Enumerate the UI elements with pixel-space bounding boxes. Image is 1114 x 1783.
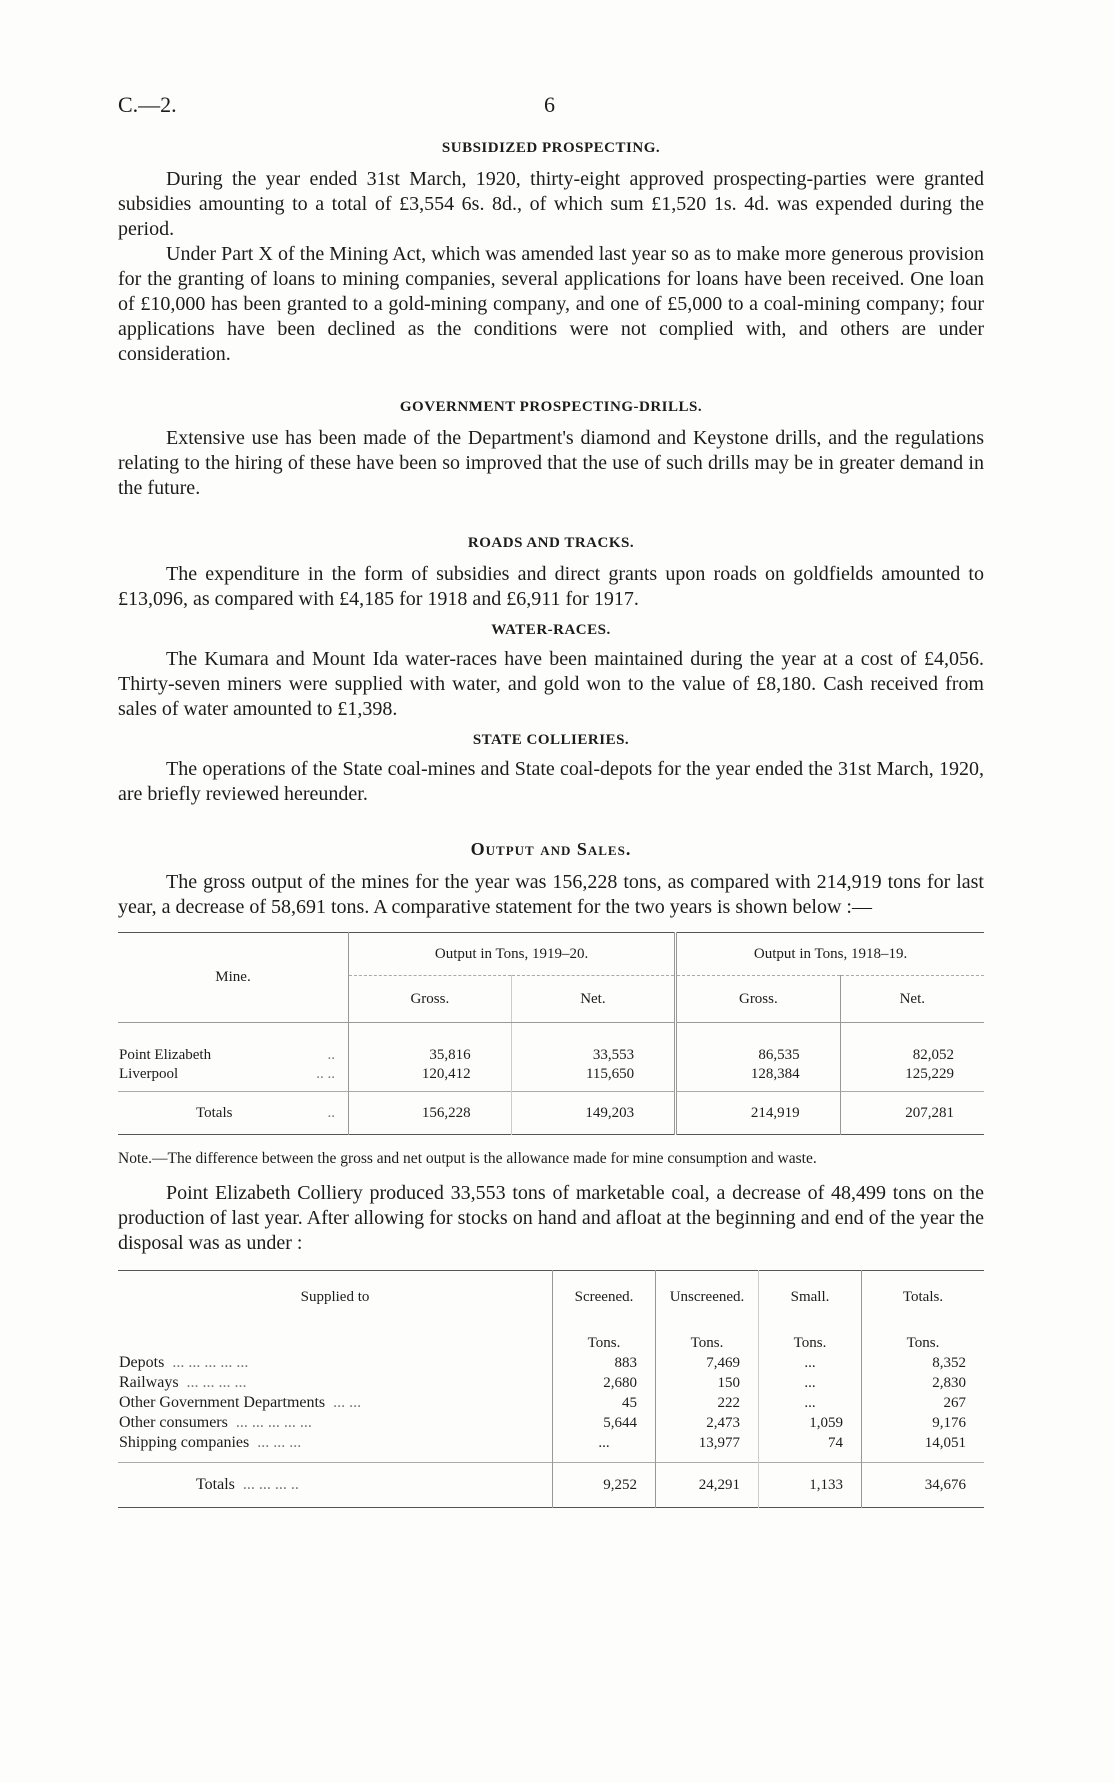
screened-value: 883	[553, 1353, 656, 1373]
section-title-output-sales: Output and Sales.	[470, 839, 632, 859]
supplied-to-header: Supplied to	[118, 1271, 553, 1324]
output-1918-19-header: Output in Tons, 1918–19.	[676, 933, 984, 976]
supplied-to-label: Railways	[119, 1374, 179, 1391]
totals-header: Totals.	[902, 1288, 944, 1305]
small-total: 1,133	[759, 1463, 862, 1508]
section-title-water-races: WATER-RACES.	[491, 622, 611, 638]
screened-value: ...	[553, 1433, 656, 1463]
leader-dots: ... ... ... ..	[242, 1476, 299, 1493]
supplied-to-label: Depots	[119, 1354, 165, 1371]
screened-value: 45	[553, 1393, 656, 1413]
units-label: Tons.	[656, 1323, 759, 1353]
table-row	[118, 1373, 984, 1393]
table-row	[118, 1065, 984, 1092]
disposal-table	[118, 1270, 984, 1508]
grand-total: 34,676	[862, 1463, 985, 1508]
leader-dots: ..	[327, 1104, 335, 1121]
units-label: Tons.	[906, 1335, 940, 1351]
gross-value: 120,412	[349, 1065, 512, 1092]
gross-value: 86,535	[676, 1023, 840, 1066]
row-total: 9,176	[932, 1414, 966, 1431]
net-total: 149,203	[511, 1092, 675, 1135]
unscreened-value: 13,977	[656, 1433, 759, 1463]
small-value: 1,059	[759, 1413, 862, 1433]
screened-header: Screened.	[553, 1271, 656, 1324]
leader-dots: ... ... ... ... ...	[172, 1354, 249, 1371]
leader-dots: ... ...	[333, 1394, 362, 1411]
output-note: Note.—The difference between the gross and net output is the allowance made for mine consumption and waste.	[118, 1150, 817, 1167]
gross-value: 128,384	[676, 1065, 840, 1092]
net-value: 33,553	[511, 1023, 675, 1066]
document-reference: C.—2.	[118, 92, 177, 117]
net-1919-20-header: Net.	[511, 976, 675, 1023]
net-value: 125,229	[905, 1066, 954, 1082]
leader-dots: ... ... ... ...	[186, 1374, 247, 1391]
row-total: 267	[943, 1394, 966, 1411]
unscreened-value: 7,469	[656, 1353, 759, 1373]
gross-1919-20-header: Gross.	[349, 976, 512, 1023]
small-value: ...	[759, 1373, 862, 1393]
water-races-paragraph: The Kumara and Mount Ida water-races have been maintained during the year at a cost of £4,056. Thirty-seven miners were supplied with water, and gold won to the value of £8,180. Cash received from sales of water amounted to £1,398.	[118, 648, 984, 720]
row-total: 14,051	[924, 1434, 966, 1451]
leader-dots: .. ..	[316, 1066, 335, 1082]
totals-row	[118, 1092, 984, 1135]
leader-dots: ... ... ... ... ...	[235, 1414, 312, 1431]
roads-paragraph: The expenditure in the form of subsidies and direct grants upon roads on goldfields amounted to £13,096, as compared with £4,185 for 1918 and £6,911 for 1917.	[118, 563, 984, 610]
supplied-to-label: Other Government Departments	[119, 1394, 326, 1411]
leader-dots: ..	[327, 1047, 335, 1063]
unscreened-value: 150	[656, 1373, 759, 1393]
small-value: ...	[759, 1353, 862, 1373]
mine-name: Liverpool	[119, 1066, 179, 1082]
row-total: 8,352	[932, 1354, 966, 1371]
net-value: 115,650	[511, 1065, 675, 1092]
output-1919-20-header: Output in Tons, 1919–20.	[349, 933, 676, 976]
screened-value: 5,644	[553, 1413, 656, 1433]
screened-total: 9,252	[553, 1463, 656, 1508]
screened-value: 2,680	[553, 1373, 656, 1393]
subsidized-paragraph-2: Under Part X of the Mining Act, which was amended last year so as to make more generous provision for the granting of loans to mining companies, several applications for loans have been received. One loan of £10,000 has been granted to a gold-mining company, and one of £5,000 to a coal-mining company; four applications have been declined as the conditions were not complied with, and others are under consideration.	[118, 243, 984, 365]
unscreened-header: Unscreened.	[656, 1271, 759, 1324]
section-title-subsidized: SUBSIDIZED PROSPECTING.	[441, 140, 661, 156]
small-value: 74	[759, 1433, 862, 1463]
net-1918-19-header: Net.	[840, 976, 984, 1023]
units-label: Tons.	[553, 1323, 656, 1353]
table-row	[118, 1413, 984, 1433]
table-row	[118, 1023, 984, 1066]
mine-column-header: Mine.	[118, 933, 349, 1023]
mine-name: Point Elizabeth	[119, 1047, 212, 1063]
collieries-paragraph: The operations of the State coal-mines and State coal-depots for the year ended the 31st March, 1920, are briefly reviewed hereunder.	[118, 758, 984, 805]
small-header: Small.	[759, 1271, 862, 1324]
units-label: Tons.	[759, 1323, 862, 1353]
section-title-state-collieries: STATE COLLIERIES.	[472, 732, 630, 748]
point-elizabeth-paragraph: Point Elizabeth Colliery produced 33,553 tons of marketable coal, a decrease of 48,499 tons on the production of last year. After allowing for stocks on hand and afloat at the beginning and end of the year the disposal was as under :	[118, 1182, 984, 1254]
output-comparison-table	[118, 932, 984, 1135]
table-row	[118, 1433, 984, 1463]
page-body	[118, 140, 984, 1508]
supplied-to-label: Other consumers	[119, 1414, 228, 1431]
table-row	[118, 1393, 984, 1413]
gross-1918-19-header: Gross.	[676, 976, 840, 1023]
totals-row	[118, 1463, 984, 1508]
drills-paragraph: Extensive use has been made of the Department's diamond and Keystone drills, and the regulations relating to the hiring of these have been so improved that the use of such drills may be in greater demand in the future.	[118, 427, 984, 499]
gross-total: 156,228	[349, 1092, 512, 1135]
small-value: ...	[759, 1393, 862, 1413]
page-number: 6	[544, 92, 555, 117]
supplied-to-label: Shipping companies	[119, 1434, 250, 1451]
unscreened-value: 2,473	[656, 1413, 759, 1433]
unscreened-total: 24,291	[656, 1463, 759, 1508]
unscreened-value: 222	[656, 1393, 759, 1413]
row-total: 2,830	[932, 1374, 966, 1391]
gross-total: 214,919	[676, 1092, 840, 1135]
gross-value: 35,816	[349, 1023, 512, 1066]
section-title-drills: GOVERNMENT PROSPECTING-DRILLS.	[399, 399, 703, 415]
table-row	[118, 1353, 984, 1373]
leader-dots: ... ... ...	[257, 1434, 302, 1451]
section-title-roads: ROADS AND TRACKS.	[467, 535, 635, 551]
subsidized-paragraph-1: During the year ended 31st March, 1920, thirty-eight approved prospecting-parties were granted subsidies amounting to a total of £3,554 6s. 8d., of which sum £1,520 1s. 4d. was expended during the period.	[118, 168, 984, 240]
output-paragraph: The gross output of the mines for the year was 156,228 tons, as compared with 214,919 tons for last year, a decrease of 58,691 tons. A comparative statement for the two years is shown below :—	[118, 871, 984, 918]
net-total: 207,281	[840, 1092, 984, 1135]
net-value: 82,052	[912, 1047, 954, 1063]
totals-label: Totals	[196, 1476, 235, 1493]
totals-label: Totals	[196, 1104, 233, 1121]
